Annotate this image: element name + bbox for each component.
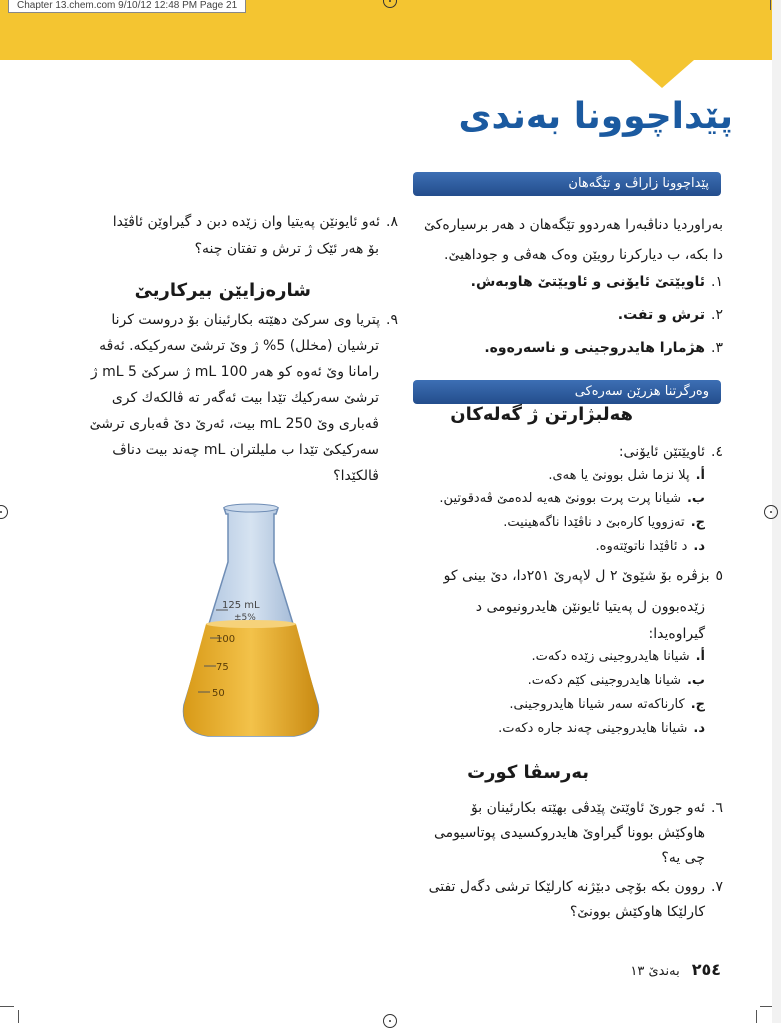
crop-line bbox=[18, 1010, 19, 1023]
question-5-stem: زێدەبوون ل پەیتیا ئایونێن هایدرونیومی د bbox=[475, 599, 705, 615]
list-item: ٢.ترش و تفت. bbox=[617, 307, 723, 323]
crop-line bbox=[0, 1006, 14, 1007]
flask-mark-100: 100 bbox=[216, 634, 236, 645]
option: ج.تەزوویا کارەبێ د ناڤێدا ناگەهینیت. bbox=[503, 515, 705, 530]
chapter-label: بەندێ ١٣ bbox=[630, 964, 680, 979]
band-notch bbox=[630, 60, 694, 88]
registration-mark-bottom-icon bbox=[383, 1014, 397, 1028]
list-item: ١.ئاویێتێ ئایۆنی و ئاویێتێ هاوبەش. bbox=[470, 274, 723, 290]
question-9: ترشێ سەرکیك تێدا بیت ئەگەر تە ڤالکەك کری bbox=[111, 390, 379, 406]
question-5-stem: گیراوەیدا: bbox=[648, 626, 705, 642]
question-9: ترشیان (مخلل) 5% ژ وێ ترشێ سەرکیکە. ئەڤە bbox=[99, 338, 379, 354]
option: ج.کارناکەتە سەر شیانا هایدروجینی. bbox=[509, 697, 705, 712]
question-9: ڤالکێدا؟ bbox=[333, 468, 379, 484]
erlenmeyer-flask-image bbox=[176, 500, 326, 745]
crop-line bbox=[756, 1010, 757, 1023]
option: أ.شیانا هایدروجینی زێدە دکەت. bbox=[531, 649, 705, 664]
option: د.د ئاڤێدا ناتوێتەوە. bbox=[595, 539, 705, 554]
option: د.شیانا هایدروجینی چەند جارە دکەت. bbox=[498, 721, 705, 736]
option: أ.پلا نزما شل بوونێ یا هەی. bbox=[548, 468, 705, 483]
section-header-main-ideas: وەرگرتنا هزرێن سەرەکی bbox=[413, 380, 721, 404]
question-6: ٦.ئەو جورێ ئاوێتێ پێدڤی بهێتە بکارئینان بۆ bbox=[471, 800, 723, 816]
question-6: هاوکێش بوونا گیراوێ هایدروکسیدی پوتاسیومی bbox=[434, 825, 705, 841]
question-4-stem: ٤.ئاویێتێن ئایۆنی: bbox=[618, 444, 723, 460]
question-6: چی یە؟ bbox=[661, 850, 705, 866]
section-intro: بەراوردیا دناڤبەرا هەردوو تێگەهان د هەر برسیارەکێ دا بکە، ب دیارکرنا رویێن وەک هەڤی و جوداهیێ. bbox=[424, 217, 723, 263]
page-footer bbox=[630, 960, 721, 979]
section-header-terms: پێداچوونا زاراڤ و تێگەهان bbox=[413, 172, 721, 196]
question-7: کارلێکا هاوکێش بوونێ؟ bbox=[569, 904, 705, 920]
option: ب.شیانا هایدروجینی کێم دکەت. bbox=[527, 673, 705, 688]
registration-mark-right-icon bbox=[764, 505, 778, 519]
question-7: ٧.روون بکە بۆچی دبێژنە کارلێکا ترشی دگەل تفتی bbox=[428, 879, 723, 895]
question-9: ڤەباری وێ 250 mL بیت، ئەرێ دێ ڤەباری ترشێ bbox=[89, 416, 379, 432]
list-item: ٣.هژمارا هایدروجینی و ناسەرەوە. bbox=[484, 340, 723, 356]
question-5-stem: ٥بزڤرە بۆ شێوێ ٢ ل لاپەرێ ٢٥١دا، دێ بینی کو bbox=[443, 568, 723, 584]
flask-mark-75: 75 bbox=[216, 662, 229, 673]
chapter-title: پێداچوونا بەندی bbox=[458, 96, 733, 137]
flask-mark-50: 50 bbox=[212, 688, 225, 699]
page-number: ٢٥٤ bbox=[691, 960, 721, 979]
crop-line bbox=[770, 0, 771, 10]
flask-volume-mark: 125 mL bbox=[222, 600, 260, 611]
option: ب.شیانا پرت پرت بوونێ هەیە لدەمێ ڤەدقوتین. bbox=[439, 491, 705, 506]
question-9: سەرکیکێ تێدا ب ملیلتران mL چەند بیت دناڤ bbox=[112, 442, 379, 458]
registration-mark-left-icon bbox=[0, 505, 8, 519]
subhead-math-skills: شارەزایێن بیرکاریێ bbox=[134, 280, 311, 301]
flask-tolerance-mark: ±5% bbox=[234, 613, 256, 623]
question-9: ٩.پتریا وی سرکێ دهێتە بکارئینان بۆ دروست کرنا bbox=[111, 312, 398, 328]
subhead-short-answer: بەرسڤا کورت bbox=[467, 762, 589, 783]
subhead-multiple-choice: هەلبژارتن ژ گەلەکان bbox=[450, 404, 633, 425]
question-8: بۆ هەر ئێک ژ ترش و تفتان چنە؟ bbox=[194, 241, 379, 257]
question-8: ٨.ئەو ئایونێن پەیتیا وان زێدە دبن د گیراوێن ئاڤێدا bbox=[112, 214, 398, 230]
question-9: رامانا وێ ئەوە کو هەر 100 mL ژ سرکێ 5 mL ژ bbox=[90, 364, 379, 380]
crop-line bbox=[760, 1006, 772, 1007]
print-slug: Chapter 13.chem.com 9/10/12 12:48 PM Page 21 bbox=[8, 0, 246, 13]
